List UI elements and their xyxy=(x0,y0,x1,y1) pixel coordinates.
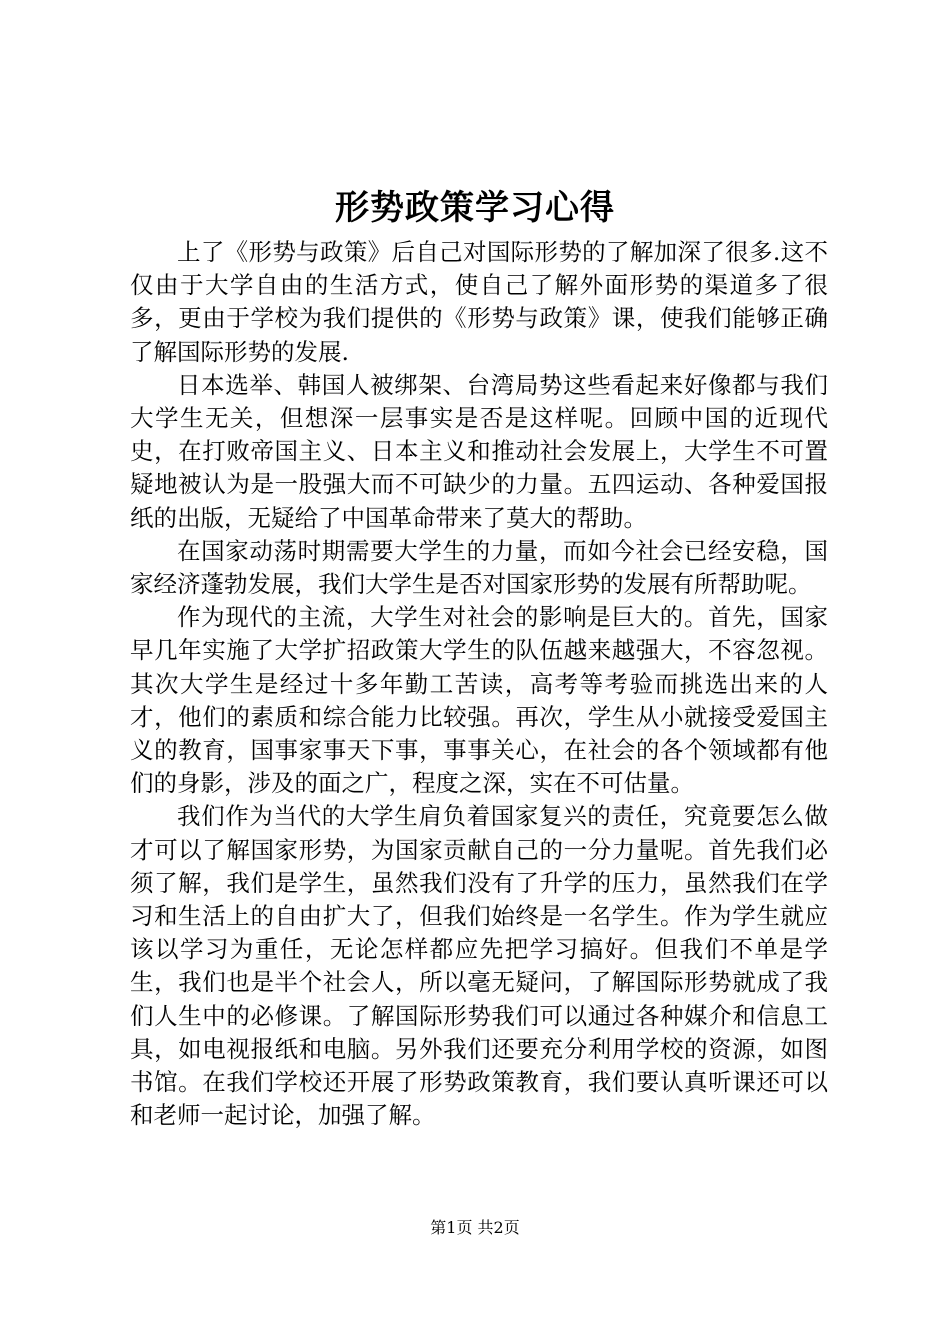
paragraph: 日本选举、韩国人被绑架、台湾局势这些看起来好像都与我们大学生无关，但想深一层事实是否是这样呢。回顾中国的近现代史，在打败帝国主义、日本主义和推动社会发展上，大学生不可置疑地被认为是一股强大而不可缺少的力量。五四运动、各种爱国报纸的出版，无疑给了中国革命带来了莫大的帮助。 xyxy=(130,370,828,532)
page-number-footer: 第1页 共2页 xyxy=(430,1218,520,1237)
paragraph: 在国家动荡时期需要大学生的力量，而如今社会已经安稳，国家经济蓬勃发展，我们大学生是否对国家形势的发展有所帮助呢。 xyxy=(130,536,828,599)
paragraph: 上了《形势与政策》后自己对国际形势的了解加深了很多.这不仅由于大学自由的生活方式，使自己了解外面形势的渠道多了很多，更由于学校为我们提供的《形势与政策》课，使我们能够正确了解国际形势的发展. xyxy=(130,238,828,366)
paragraph: 我们作为当代的大学生肩负着国家复兴的责任，究竟要怎么做才可以了解国家形势，为国家贡献自己的一分力量呢。首先我们必须了解，我们是学生，虽然我们没有了升学的压力，虽然我们在学习和生活上的自由扩大了，但我们始终是一名学生。作为学生就应该以学习为重任，无论怎样都应先把学习搞好。但我们不单是学生，我们也是半个社会人，所以毫无疑问，了解国际形势就成了我们人生中的必修课。了解国际形势我们可以通过各种媒介和信息工具，如电视报纸和电脑。另外我们还要充分利用学校的资源，如图书馆。在我们学校还开展了形势政策教育，我们要认真听课还可以和老师一起讨论，加强了解。 xyxy=(130,802,828,1130)
paragraph: 作为现代的主流，大学生对社会的影响是巨大的。首先，国家早几年实施了大学扩招政策大学生的队伍越来越强大，不容忽视。其次大学生是经过十多年勤工苦读，高考等考验而挑选出来的人才，他们的素质和综合能力比较强。再次，学生从小就接受爱国主义的教育，国事家事天下事，事事关心，在社会的各个领域都有他们的身影，涉及的面之广，程度之深，实在不可估量。 xyxy=(130,603,828,798)
document-title: 形势政策学习心得 xyxy=(335,188,615,228)
document-body xyxy=(130,236,828,1132)
